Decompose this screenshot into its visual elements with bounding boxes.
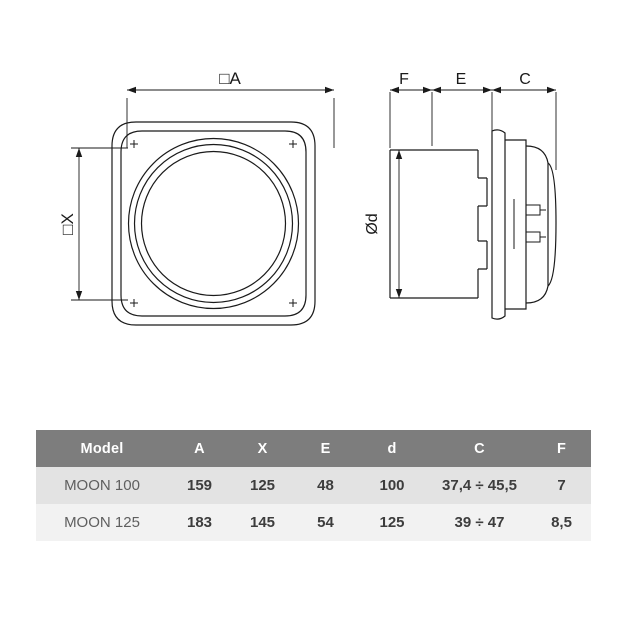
dimension-label-c: C <box>519 71 531 88</box>
table-header-row <box>36 430 591 467</box>
table-row <box>36 467 591 504</box>
side-view-dimensions <box>390 87 556 298</box>
cell-f: 8,5 <box>551 514 572 531</box>
column-header-a: A <box>168 430 231 467</box>
cell-c: 39 ÷ 47 <box>454 514 505 531</box>
dimension-label-d: Ød <box>364 213 381 235</box>
cell-x: 125 <box>249 477 276 494</box>
cell-a: 159 <box>186 477 213 494</box>
cell-a: 183 <box>186 514 213 531</box>
column-header-e: E <box>294 430 357 467</box>
cell-model: MOON 125 <box>64 514 140 531</box>
front-view <box>112 122 315 325</box>
dimension-label-x: □X <box>58 213 77 235</box>
column-header-f: F <box>532 430 591 467</box>
front-view-dimensions <box>71 87 334 300</box>
cell-d: 125 <box>379 514 405 531</box>
table-row <box>36 504 591 541</box>
column-header-d: d <box>357 430 427 467</box>
column-header-model: Model <box>36 430 168 467</box>
column-header-c: C <box>427 430 532 467</box>
spec-table-container <box>36 430 591 541</box>
dimension-label-e: E <box>455 71 467 88</box>
cell-model: MOON 100 <box>64 477 140 494</box>
column-header-x: X <box>231 430 294 467</box>
dimension-label-a: □A <box>219 69 241 88</box>
side-view <box>390 130 556 319</box>
cell-e: 54 <box>317 514 334 531</box>
cell-x: 145 <box>249 514 276 531</box>
cell-f: 7 <box>557 477 566 494</box>
cell-e: 48 <box>317 477 334 494</box>
cell-c: 37,4 ÷ 45,5 <box>442 477 517 494</box>
dimension-label-f: F <box>399 71 409 88</box>
cell-d: 100 <box>379 477 405 494</box>
spec-table <box>36 430 591 541</box>
